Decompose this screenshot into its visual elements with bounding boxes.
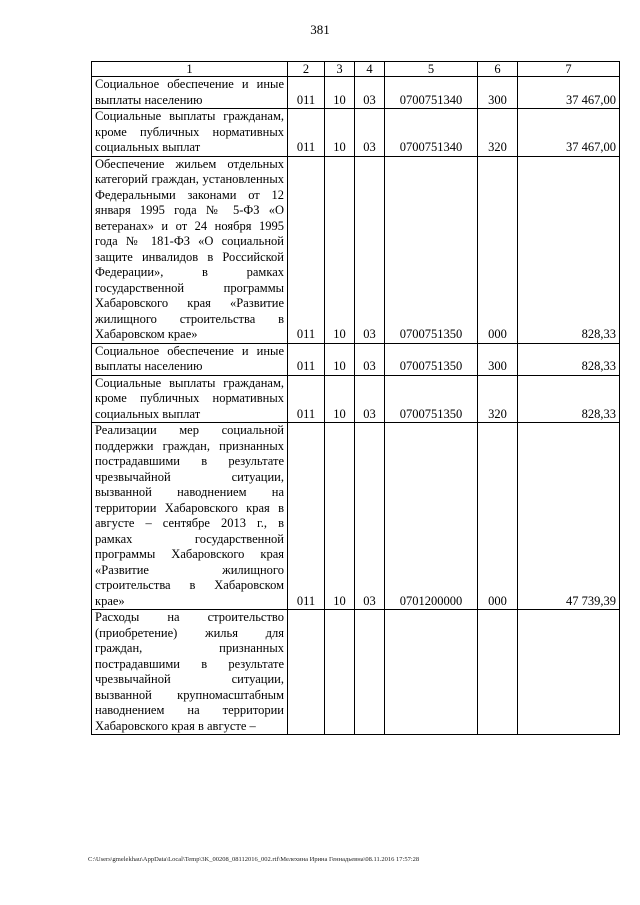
table-row-continued xyxy=(92,610,620,735)
row-section-code: 10 xyxy=(325,109,355,157)
row-name: Социальные выплаты гражданам, кроме публичных нормативных социальных выплат xyxy=(92,375,288,423)
row-subsection-code xyxy=(355,610,385,735)
column-header: 3 xyxy=(325,62,355,77)
row-section-code: 10 xyxy=(325,77,355,109)
row-amount: 37 467,00 xyxy=(518,109,620,157)
row-subsection-code: 03 xyxy=(355,109,385,157)
row-name: Социальное обеспечение и иные выплаты населению xyxy=(92,77,288,109)
row-target-code: 0700751340 xyxy=(385,77,478,109)
row-expense-type: 300 xyxy=(478,77,518,109)
row-admin-code: 011 xyxy=(288,423,325,610)
row-amount: 828,33 xyxy=(518,375,620,423)
page-number: 381 xyxy=(310,22,330,37)
row-target-code xyxy=(385,610,478,735)
row-admin-code: 011 xyxy=(288,109,325,157)
row-amount: 828,33 xyxy=(518,156,620,343)
column-header: 7 xyxy=(518,62,620,77)
row-name: Обеспечение жильем отдельных категорий граждан, установленных Федеральными законами от 12 января 1995 года № 5-ФЗ «О ветеранах» и от 24 ноября 1995 года № 181-ФЗ «О социальной защите инвалидов в Российской Федерации», в рамках государственной программы Хабаровского края «Развитие жилищного строительства в Хабаровском крае» xyxy=(92,156,288,343)
row-section-code: 10 xyxy=(325,423,355,610)
row-subsection-code: 03 xyxy=(355,77,385,109)
row-admin-code: 011 xyxy=(288,343,325,375)
column-header: 1 xyxy=(92,62,288,77)
file-path-footer: C:\Users\gmelekhau\AppData\Local\Temp\3K_00208_08112016_002.rtf\Мелехина Ирина Геннадьевна\08.11.2016 17:57:28 xyxy=(88,856,420,863)
row-subsection-code: 03 xyxy=(355,156,385,343)
row-target-code: 0700751350 xyxy=(385,343,478,375)
row-section-code xyxy=(325,610,355,735)
row-subsection-code: 03 xyxy=(355,343,385,375)
row-amount: 828,33 xyxy=(518,343,620,375)
column-header: 5 xyxy=(385,62,478,77)
row-admin-code xyxy=(288,610,325,735)
row-section-code: 10 xyxy=(325,375,355,423)
row-expense-type: 300 xyxy=(478,343,518,375)
table-row xyxy=(92,109,620,157)
row-name: Расходы на строительство (приобретение) жилья для граждан, признанных пострадавшими в результате чрезвычайной ситуации, вызванной крупномасштабным наводнением на территории Хабаровского края в августе – xyxy=(92,610,288,735)
row-expense-type: 320 xyxy=(478,109,518,157)
row-section-code: 10 xyxy=(325,156,355,343)
table-row xyxy=(92,423,620,610)
column-header: 4 xyxy=(355,62,385,77)
row-amount xyxy=(518,610,620,735)
row-target-code: 0700751350 xyxy=(385,375,478,423)
row-expense-type: 000 xyxy=(478,156,518,343)
row-subsection-code: 03 xyxy=(355,375,385,423)
table-row xyxy=(92,375,620,423)
row-name: Социальные выплаты гражданам, кроме публичных нормативных социальных выплат xyxy=(92,109,288,157)
row-target-code: 0700751340 xyxy=(385,109,478,157)
row-admin-code: 011 xyxy=(288,375,325,423)
row-amount: 37 467,00 xyxy=(518,77,620,109)
row-name: Реализации мер социальной поддержки граждан, признанных пострадавшими в результате чрезвычайной ситуации, вызванной наводнением на территории Хабаровского края в августе – сентябре 2013 г., в рамках государственной программы Хабаровского края «Развитие жилищного строительства в Хабаровском крае» xyxy=(92,423,288,610)
row-admin-code: 011 xyxy=(288,77,325,109)
row-expense-type xyxy=(478,610,518,735)
table-row xyxy=(92,77,620,109)
budget-table xyxy=(91,61,620,735)
column-header: 2 xyxy=(288,62,325,77)
column-header: 6 xyxy=(478,62,518,77)
row-expense-type: 320 xyxy=(478,375,518,423)
row-amount: 47 739,39 xyxy=(518,423,620,610)
row-target-code: 0701200000 xyxy=(385,423,478,610)
row-expense-type: 000 xyxy=(478,423,518,610)
table-header-row xyxy=(92,62,620,77)
table-row xyxy=(92,343,620,375)
table-row xyxy=(92,156,620,343)
row-name: Социальное обеспечение и иные выплаты населению xyxy=(92,343,288,375)
row-target-code: 0700751350 xyxy=(385,156,478,343)
row-admin-code: 011 xyxy=(288,156,325,343)
row-section-code: 10 xyxy=(325,343,355,375)
row-subsection-code: 03 xyxy=(355,423,385,610)
